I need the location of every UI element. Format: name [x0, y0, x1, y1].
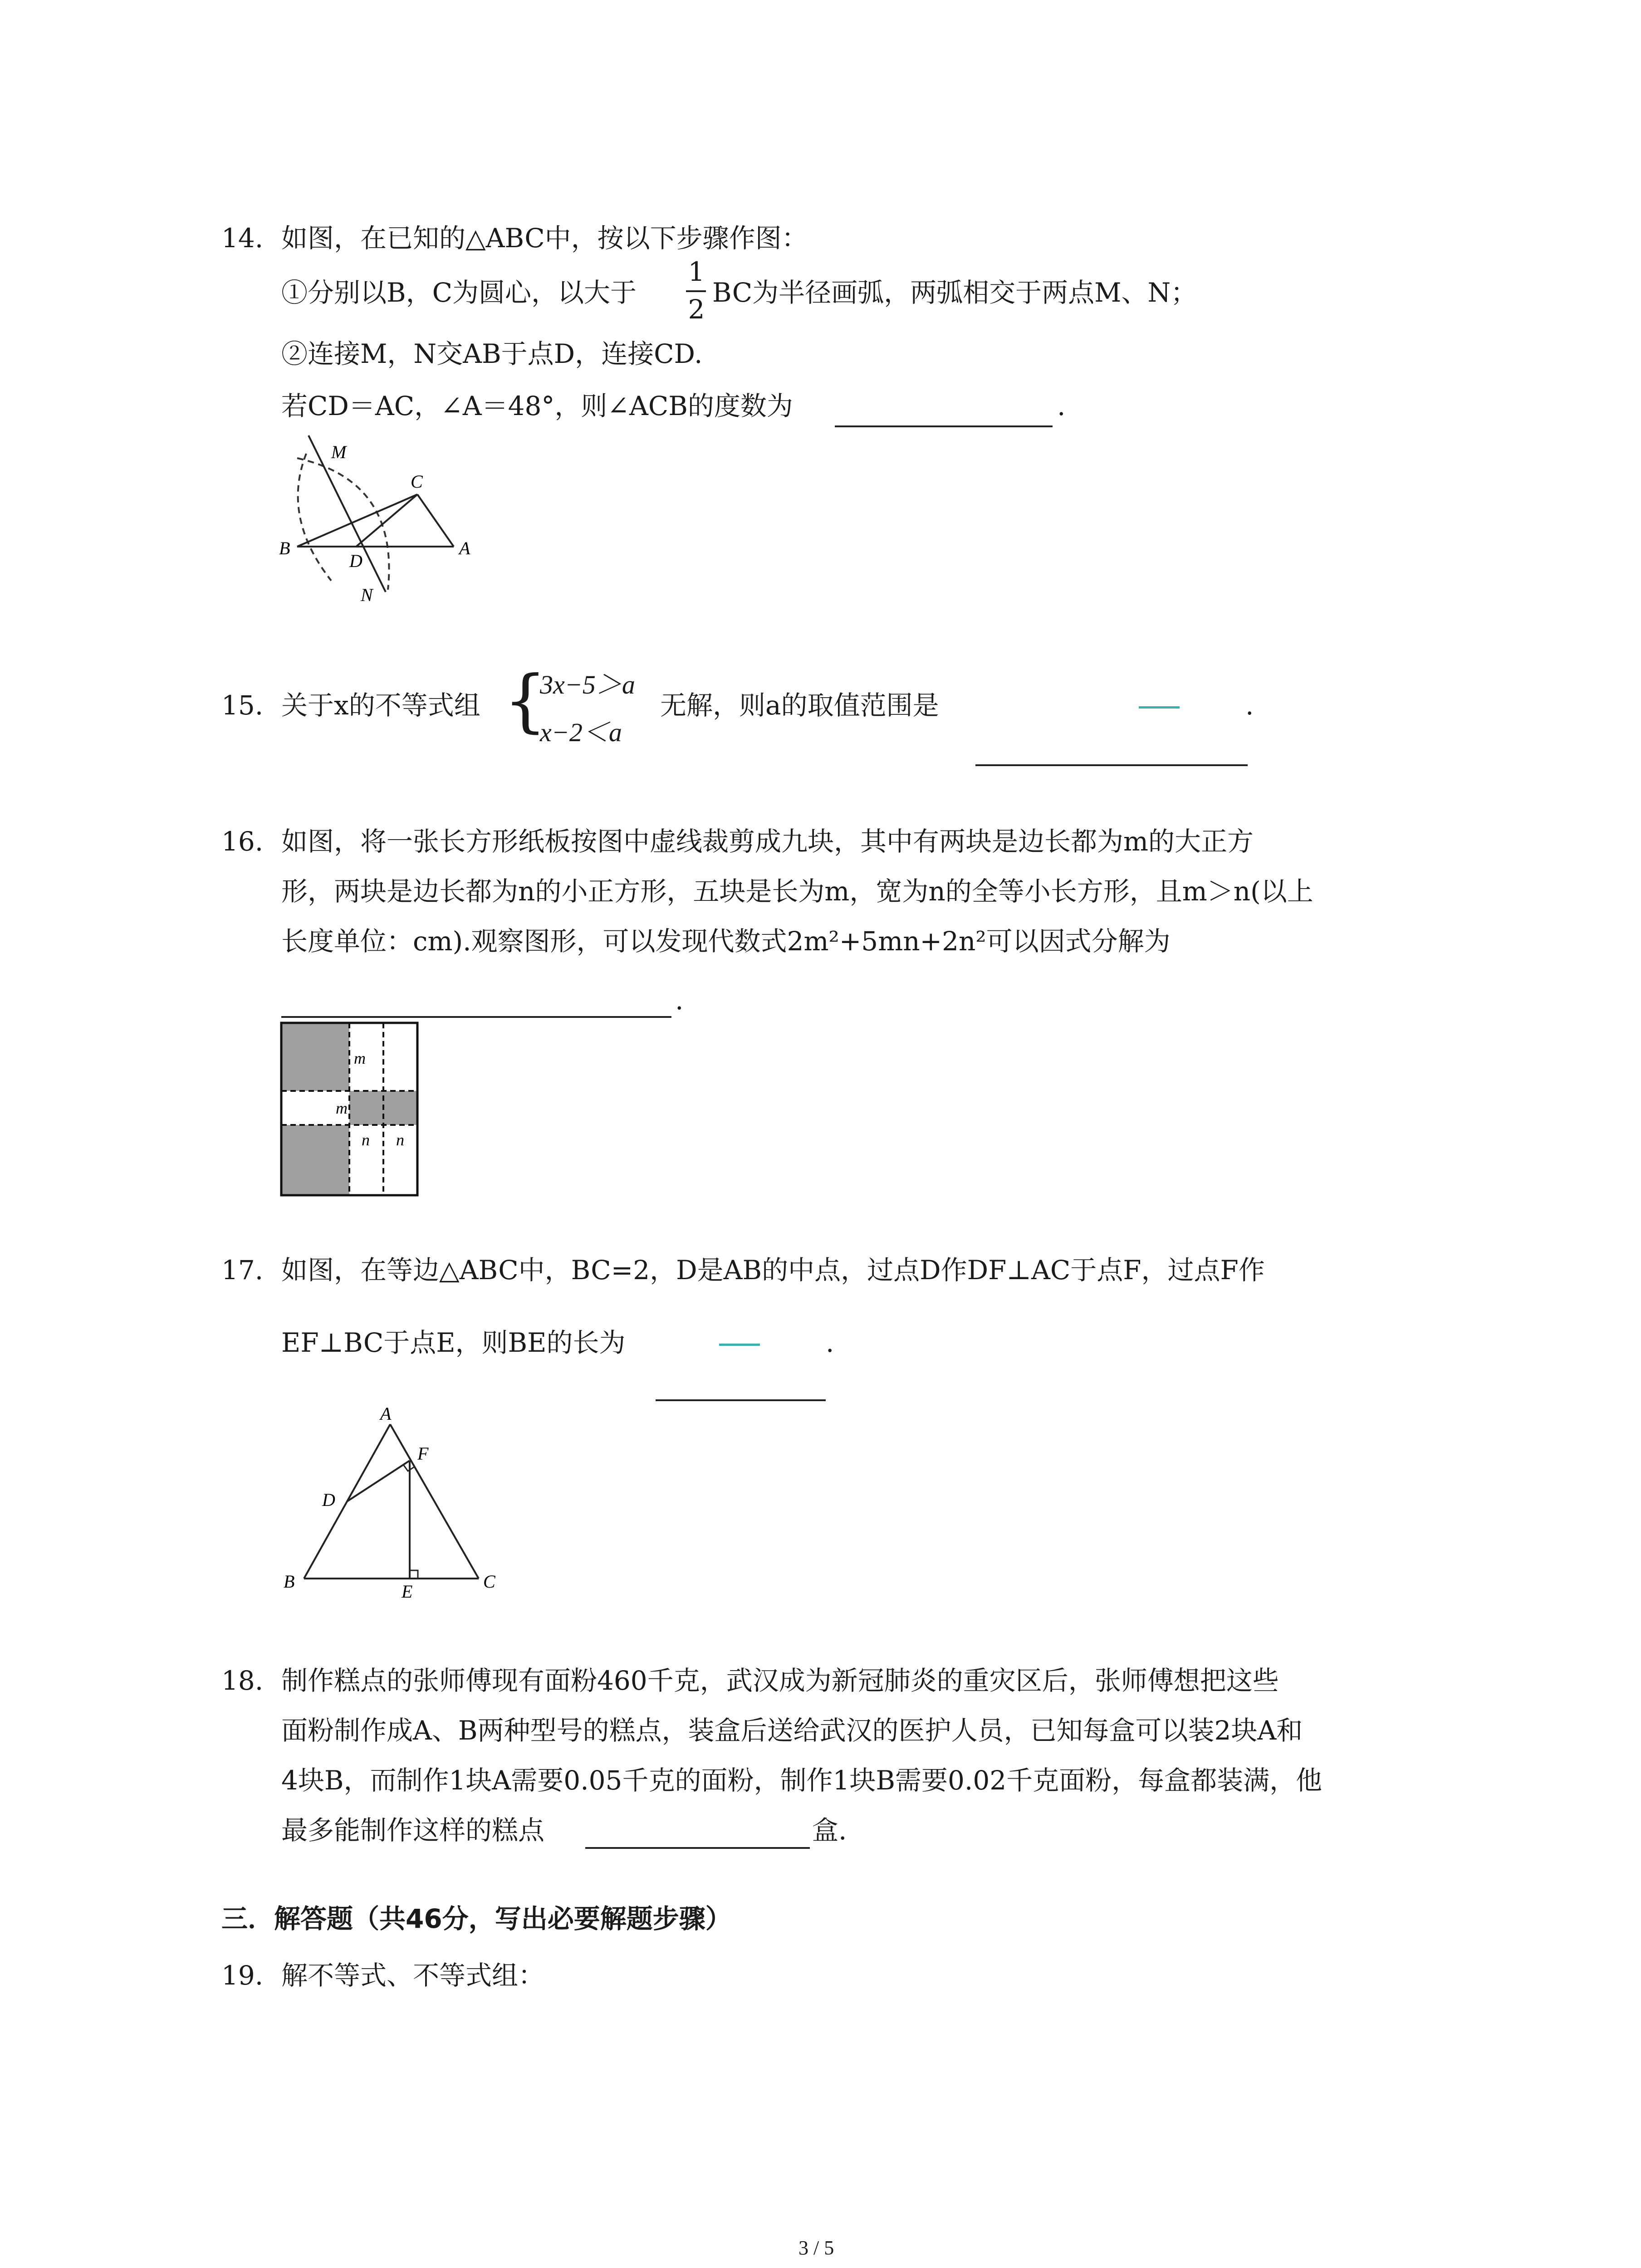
q15-text-b: 无解，则a的取值范围是 [660, 690, 939, 721]
q14-line4-end: . [1057, 391, 1066, 421]
q17-number: 17. [221, 1255, 264, 1286]
q14-label-m: M [331, 442, 347, 462]
q15-ineq2: x−2＜a [540, 718, 622, 747]
q19-text: 解不等式、不等式组： [281, 1960, 545, 1991]
q16-big-square-top [281, 1023, 349, 1091]
q14-side-ca [417, 494, 454, 547]
q19-number: 19. [221, 1960, 264, 1991]
q15-end: . [1245, 690, 1254, 721]
q15-number: 15. [221, 690, 264, 721]
q14-frac-numerator: 1 [688, 256, 705, 287]
q16-small-square-1 [349, 1091, 383, 1125]
q14-line2-a: ①分别以B，C为圆心，以大于 [281, 277, 637, 308]
q14-line1: 如图，在已知的△ABC中，按以下步骤作图： [281, 223, 808, 254]
q14-frac-bar [686, 290, 706, 292]
q15-teal-mark [1139, 706, 1180, 709]
q14-label-d: D [349, 551, 362, 571]
q17-label-a: A [380, 1403, 392, 1424]
q18-number: 18. [221, 1665, 264, 1696]
q17-label-e: E [402, 1581, 413, 1601]
q16-line3: 长度单位：cm).观察图形，可以发现代数式2m²+5mn+2n²可以因式分解为 [281, 926, 1171, 957]
q14-label-a: A [459, 538, 470, 558]
q15-answer-blank[interactable] [975, 764, 1248, 766]
q15-ineq1: 3x−5＞a [540, 670, 635, 699]
q14-line3: ②连接M，N交AB于点D，连接CD. [281, 338, 703, 369]
q17-line1: 如图，在等边△ABC中，BC=2，D是AB的中点，过点D作DF⊥AC于点F，过点F作 [281, 1255, 1265, 1286]
q18-line1: 制作糕点的张师傅现有面粉460千克，武汉成为新冠肺炎的重灾区后，张师傅想把这些 [281, 1665, 1279, 1696]
q16-label-m-top: m [354, 1049, 366, 1067]
q18-line2: 面粉制作成A、B两种型号的糕点，装盒后送给武汉的医护人员，已知每盒可以装2块A和 [281, 1715, 1303, 1746]
q16-end: . [675, 985, 684, 1016]
q17-label-f: F [417, 1443, 429, 1464]
q17-label-d: D [322, 1490, 335, 1510]
q17-line2: EF⊥BC于点E，则BE的长为 [281, 1327, 626, 1358]
q16-line1: 如图，将一张长方形纸板按图中虚线裁剪成九块，其中有两块是边长都为m的大正方 [281, 826, 1254, 857]
q16-small-square-2 [383, 1091, 417, 1125]
q16-label-m-mid: m [336, 1099, 348, 1117]
q14-frac-denominator: 2 [688, 294, 705, 325]
q16-label-n1: n [362, 1131, 370, 1149]
q17-figure [277, 1402, 513, 1601]
q18-answer-blank[interactable] [585, 1847, 810, 1849]
q14-label-b: B [279, 538, 290, 558]
q14-line2-b: BC为半径画弧，两弧相交于两点M、N； [712, 277, 1197, 308]
q18-line3: 4块B，而制作1块A需要0.05千克的面粉，制作1块B需要0.02千克面粉，每盒都装满，他 [281, 1765, 1323, 1796]
q16-line2: 形，两块是边长都为n的小正方形，五块是长为m，宽为n的全等小长方形，且m＞n(以上 [281, 876, 1313, 907]
q14-answer-blank[interactable] [835, 425, 1053, 427]
q16-label-n2: n [396, 1131, 404, 1149]
q17-side-ac [390, 1424, 479, 1579]
q14-segment-cd [356, 494, 417, 547]
page-number: 3 / 5 [798, 2237, 834, 2259]
q18-line4: 最多能制作这样的糕点 [281, 1815, 545, 1846]
q17-label-c: C [483, 1571, 495, 1592]
q17-end: . [826, 1327, 834, 1358]
q14-side-bc [297, 494, 417, 547]
q16-big-square-bottom [281, 1125, 349, 1195]
q14-label-n: N [361, 585, 373, 605]
q14-number: 14. [221, 223, 264, 254]
q17-segment-df [347, 1461, 410, 1501]
q16-number: 16. [221, 826, 264, 857]
q15-text-a: 关于x的不等式组 [281, 690, 480, 721]
q17-answer-blank[interactable] [656, 1399, 826, 1401]
q17-right-angle-e [410, 1570, 418, 1579]
q17-teal-mark [719, 1344, 760, 1346]
q17-label-b: B [284, 1571, 295, 1592]
q16-figure [279, 1021, 424, 1200]
q14-line4: 若CD＝AC，∠A＝48°，则∠ACB的度数为 [281, 391, 793, 421]
q16-answer-blank[interactable] [281, 1016, 671, 1018]
q14-label-c: C [411, 471, 423, 492]
q18-line4-end: 盒. [812, 1815, 847, 1846]
q14-figure [272, 426, 490, 608]
section3-title: 三．解答题（共46分，写出必要解题步骤） [221, 1903, 732, 1934]
q15-brace: { [504, 661, 547, 740]
